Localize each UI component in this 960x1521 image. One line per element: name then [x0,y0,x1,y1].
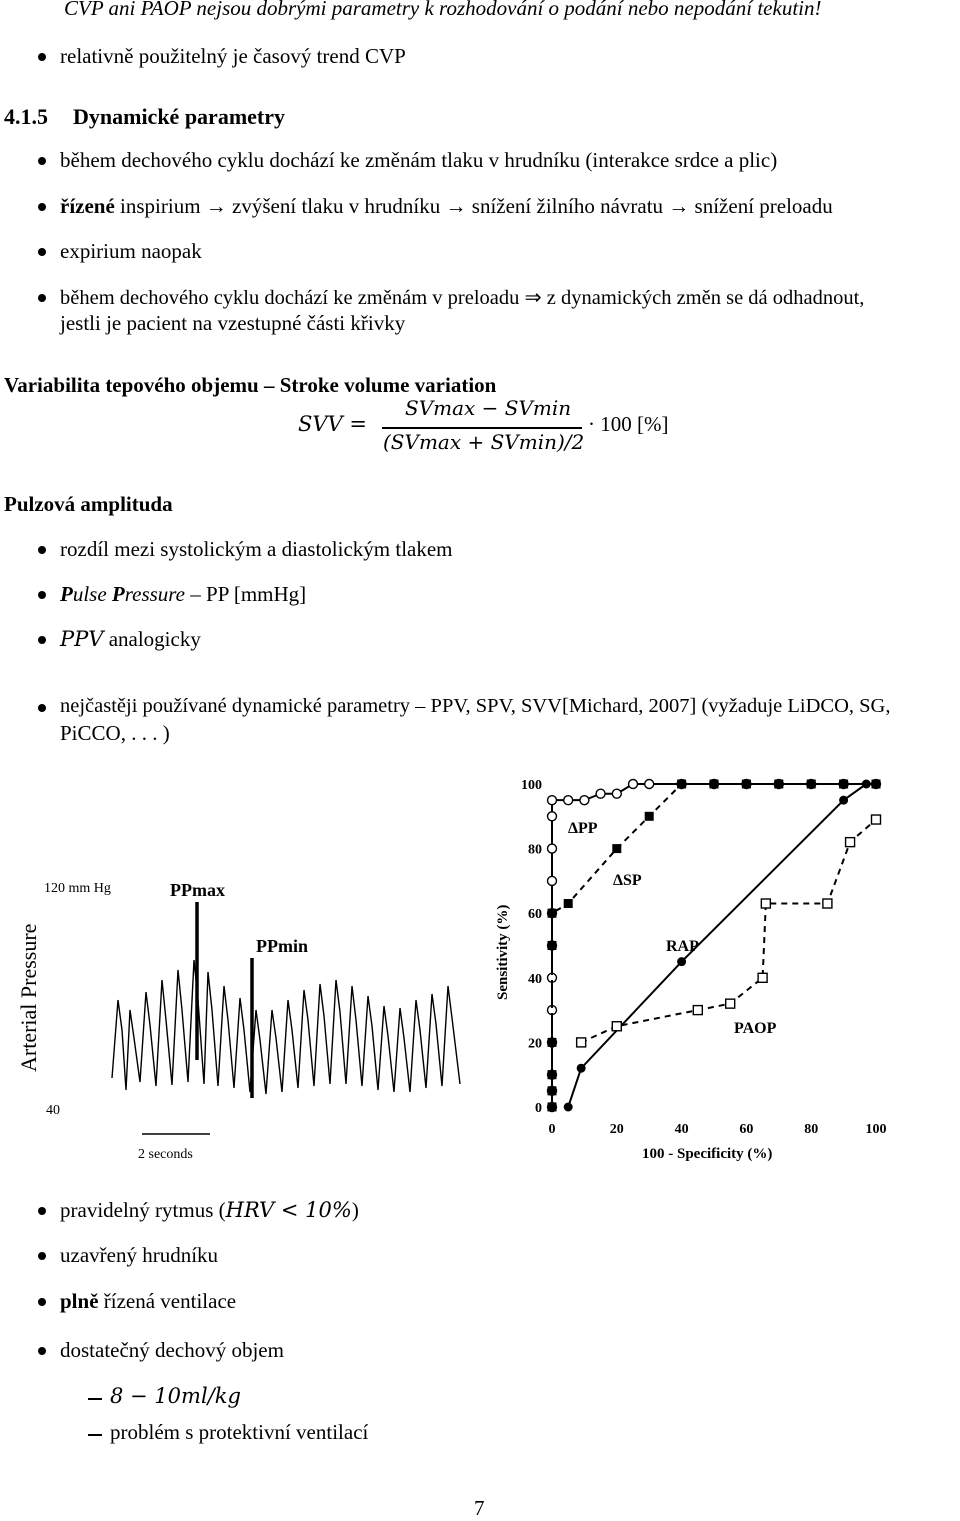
pulse-bullet-2-tail: – PP [mmHg] [185,582,307,606]
data-point [645,812,654,821]
pulse-heading: Pulzová amplituda [4,492,173,516]
params-line-1: nejčastěji používané dynamické parametry – PPV, SPV, SVV[Michard, 2007] (vyžaduje LiDCO, SG, [60,695,891,717]
y-tick-label: 80 [528,842,542,858]
data-point [548,844,557,853]
data-point [612,844,621,853]
x-tick-label: 60 [739,1122,754,1137]
pulse-bullet-3-rest: analogicky [103,627,201,651]
data-point [693,1006,702,1015]
series-label-rap: RAP [666,938,699,955]
series-label-paop: PAOP [734,1020,777,1037]
data-point [761,899,770,908]
pressure-waveform [112,960,460,1094]
data-point [839,796,848,805]
data-point [807,780,816,789]
pulse-bullet-3 [60,627,201,652]
req-sub-1: 8 − 10ml/kg [110,1384,241,1408]
data-point [548,1086,557,1095]
data-point [548,1038,557,1047]
series-line [568,784,866,1107]
data-point [774,780,783,789]
roc-chart [480,770,920,1170]
data-point [548,796,557,805]
bullet-dot [38,248,46,256]
sub-dash [88,1398,102,1400]
params-line-2: PiCCO, . . . ) [60,721,170,745]
y-tick-label: 20 [528,1036,542,1052]
series-line [552,784,876,1107]
data-point [677,957,686,966]
dyn-bullet-2 [60,194,833,219]
svv-denominator: (SVmax + SVmin)/2 [383,430,585,454]
y-tick-label: 0 [535,1101,542,1116]
x-tick-label: 40 [674,1122,689,1137]
data-point [645,780,654,789]
x-tick-label: 20 [609,1122,624,1137]
bullet-dot [38,546,46,554]
req-bullet-1-text: pravidelný rytmus ( [60,1198,226,1222]
pulse-bullet-2-P2: P [111,582,125,606]
page-number: 7 [474,1496,485,1520]
wave-y-bottom-label: 40 [46,1103,60,1118]
data-point [758,973,767,982]
data-point [548,909,557,918]
data-point [548,941,557,950]
svv-numerator: SVmax − SVmin [405,396,572,420]
series-label-dsp: ΔSP [613,872,642,889]
pulse-bullet-2-ulse: ulse [72,582,112,606]
sub-dash [88,1434,102,1436]
data-point [726,999,735,1008]
svv-lhs: SVV = [298,412,367,436]
data-point [596,789,605,798]
data-point [612,789,621,798]
dyn-bullet-4-line2: jestli je pacient na vzestupné části křivky [60,311,406,335]
bullet-dot [38,704,46,712]
req-bullet-1-close: ) [351,1198,359,1222]
pulse-bullet-2-ressure: ressure [124,582,186,606]
pulse-bullet-1: rozdíl mezi systolickým a diastolickým tlakem [60,537,453,561]
data-point [846,838,855,847]
bullet-dot [38,591,46,599]
svv-factor: · 100 [%] [588,412,669,436]
bullet-dot [38,157,46,165]
header-warning: CVP ani PAOP nejsou dobrými parametry k rozhodování o podání nebo nepodání tekutin! [64,0,822,20]
data-point [612,1022,621,1031]
data-point [742,780,751,789]
y-tick-label: 100 [521,778,542,793]
data-point [577,1064,586,1073]
pulse-bullet-2-P: P [60,582,73,606]
req-bullet-1-math: HRV < 10% [225,1198,352,1222]
ppmin-label: PPmin [256,936,308,956]
x-tick-label: 80 [804,1122,819,1137]
wave-ylabel: Arterial Pressure [16,923,41,1072]
req-bullet-4: dostatečný dechový objem [60,1338,284,1362]
data-point [548,812,557,821]
section-title: Dynamické parametry [73,104,286,129]
dyn-bullet-1: během dechového cyklu dochází ke změnám tlaku v hrudníku (interakce srdce a plic) [60,148,778,172]
x-tick-label: 0 [548,1122,556,1137]
series-line [581,820,876,1043]
dyn-bullet-2-bold: řízené [60,194,115,218]
dyn-bullet-3: expirium naopak [60,239,202,263]
svv-fraction-bar [382,427,582,429]
y-tick-label: 60 [528,907,542,923]
series-line [552,784,876,1107]
data-point [548,876,557,885]
top-bullet-text: relativně použitelný je časový trend CVP [60,44,406,68]
bullet-dot [38,1347,46,1355]
req-bullet-3 [60,1289,236,1314]
data-point [564,1103,573,1112]
data-point [548,1103,557,1112]
ppmax-label: PPmax [170,880,225,900]
arterial-pressure-figure [0,860,500,1170]
data-point [629,780,638,789]
data-point [872,780,881,789]
pulse-bullet-3-math: PPV [60,627,104,651]
svv-heading: Variabilita tepového objemu – Stroke volume variation [4,373,497,397]
req-bullet-3-bold: plně [60,1289,99,1313]
series-label-dpp: ΔPP [568,820,598,837]
data-point [862,780,871,789]
chart-ylabel: Sensitivity (%) [495,904,511,1000]
bullet-dot [38,636,46,644]
data-point [580,796,589,805]
data-point [577,1038,586,1047]
x-tick-label: 100 [865,1122,887,1137]
section-number: 4.1.5 [4,104,48,129]
data-point [839,780,848,789]
bullet-dot [38,294,46,302]
wave-y-top-label: 120 mm Hg [44,881,111,896]
bullet-dot [38,1207,46,1215]
data-point [710,780,719,789]
req-bullet-3-rest: řízená ventilace [98,1289,237,1313]
bullet-dot [38,203,46,211]
bullet-dot [38,53,46,61]
chart-xlabel: 100 - Specificity (%) [642,1146,773,1162]
pulse-bullet-2 [60,582,306,607]
data-point [564,899,573,908]
req-sub-2: problém s protektivní ventilací [110,1420,369,1444]
data-point [872,815,881,824]
bullet-dot [38,1298,46,1306]
y-tick-label: 40 [528,971,542,987]
time-scale-label: 2 seconds [138,1147,193,1162]
dyn-bullet-2-rest: inspirium → zvýšení tlaku v hrudníku → snížení žilního návratu → snížení preloadu [114,194,833,218]
req-bullet-2: uzavřený hrudníku [60,1243,219,1267]
req-bullet-1 [60,1198,359,1223]
data-point [823,899,832,908]
data-point [564,796,573,805]
bullet-dot [38,1252,46,1260]
data-point [548,1070,557,1079]
data-point [677,780,686,789]
dyn-bullet-4-line1: během dechového cyklu dochází ke změnám v preloadu ⇒ z dynamických změn se dá odhadnout, [60,287,865,309]
